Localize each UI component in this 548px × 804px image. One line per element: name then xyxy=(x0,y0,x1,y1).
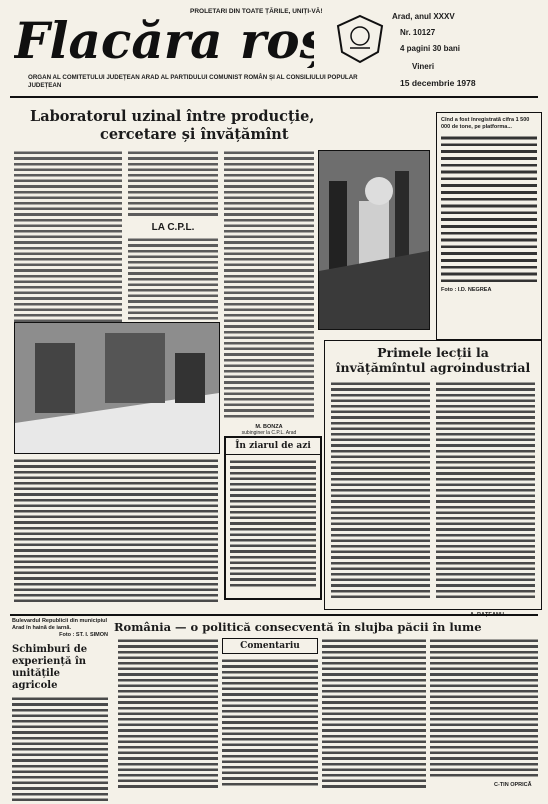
side-article xyxy=(12,618,108,804)
street-photo xyxy=(14,322,220,454)
title-text: Flacăra ro xyxy=(14,11,300,68)
bottom-column-1 xyxy=(118,638,218,788)
lead-headline xyxy=(30,108,400,144)
bottom-column-3 xyxy=(322,638,426,788)
side-foto: Foto : ST. I. SIMON xyxy=(59,632,108,638)
factory-photo xyxy=(318,150,430,330)
weekday: Vineri xyxy=(412,62,435,71)
foto-label: Foto : xyxy=(441,287,457,293)
slogan: PROLETARI DIN TOATE ȚĂRILE, UNIȚI-VĂ! xyxy=(190,8,323,15)
lead-headline-line2: cercetare și învățămînt xyxy=(100,126,289,143)
photo-caption-box xyxy=(436,112,542,340)
lead-continuation xyxy=(14,458,218,604)
bottom-author: C-TIN OPRICĂ xyxy=(494,782,532,788)
agro-article xyxy=(324,340,542,610)
lead-column-3 xyxy=(224,150,314,436)
masthead-subtitle: ORGAN AL COMITETULUI JUDEȚEAN ARAD AL PARTIDULUI COMUNIST ROMÂN ȘI AL CONSILIULUI POPULAR JUDEȚEAN xyxy=(28,74,358,89)
photo-author: I.D. NEGREA xyxy=(457,287,492,293)
flame-logo-icon xyxy=(14,10,314,68)
lead-headline-line1: Laboratorul uzinal între producție, xyxy=(30,108,315,125)
issue-date: 15 decembrie 1978 xyxy=(400,78,476,88)
in-brief-box xyxy=(224,436,322,600)
bottom-column-2 xyxy=(222,638,318,788)
side-headline: Schimburi de experiență în unitățile agricole xyxy=(12,644,88,691)
bottom-section: Comentariu xyxy=(222,638,318,654)
title-logo xyxy=(14,10,314,68)
bottom-article xyxy=(114,620,540,634)
lower-divider xyxy=(10,614,538,616)
agro-headline-line2: învățămîntul agroindustrial xyxy=(335,360,531,375)
in-brief-title: În ziarul de azi xyxy=(226,438,320,455)
bottom-column-4 xyxy=(430,638,538,778)
photo-caption-text: Cînd a fost înregistrată cifra 1 500 000 de tone, pe platforma... xyxy=(441,117,530,130)
issue-number: Nr. 10127 xyxy=(400,28,436,37)
side-kicker: Bulevardul Republicii din municipiul Arad în haină de iarnă. xyxy=(12,618,108,631)
photo-caption-foto xyxy=(437,285,541,295)
lead-subhead: LA C.P.L. xyxy=(151,222,195,233)
bottom-headline: România — o politică consecventă în slujba păcii în lume xyxy=(114,620,482,634)
agro-headline-line1: Primele lecții la xyxy=(377,345,489,360)
lead-column-1 xyxy=(14,150,122,350)
coat-of-arms-icon xyxy=(330,12,390,64)
lead-author: M. BONZA xyxy=(255,424,283,430)
lead-author-role: subinginer la C.P.L. Arad xyxy=(241,430,297,436)
issue-year: Arad, anul XXXV xyxy=(392,12,455,21)
masthead-divider xyxy=(10,96,538,98)
pages-price: 4 pagini 30 bani xyxy=(400,44,461,53)
